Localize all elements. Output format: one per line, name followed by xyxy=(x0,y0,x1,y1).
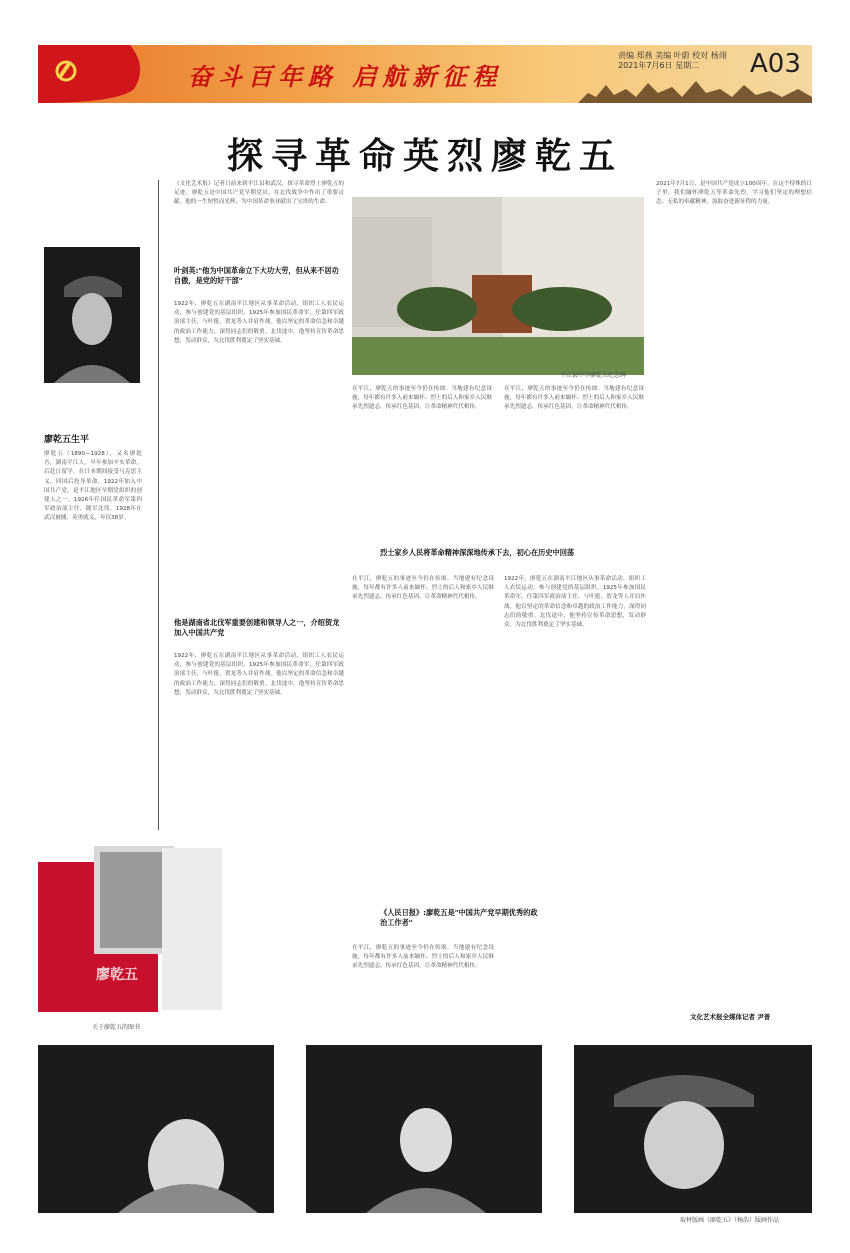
portrait-photo xyxy=(44,247,140,383)
column-divider xyxy=(158,180,159,830)
memorial-photo xyxy=(352,197,644,375)
body-col3-a: 在平江，廖乾五的事迹至今仍在传颂。当地建有纪念设施，每年都有许多人前来缅怀。烈士的后人和家乡人民继承先烈遗志，传承红色基因，让革命精神代代相传。 xyxy=(352,386,492,411)
body-col4: 2021年7月1日，是中国共产党成立100周年。在这个特殊的日子里，我们缅怀廖乾五等革命先烈，学习他们坚定的理想信念、无私的奉献精神，汲取奋进新征程的力量。 xyxy=(656,181,812,206)
headline: 探寻革命英烈廖乾五 xyxy=(226,136,623,177)
subhead-2: 他是湖南省北伐军重要创建和领导人之一，介绍贺龙加入中国共产党 xyxy=(174,618,340,637)
banner-slogan: 奋斗百年路 启航新征程 xyxy=(188,62,503,91)
meta-line-1: 责编 郑燕 美编 叶蔚 校对 杨翊 xyxy=(618,51,727,60)
woodcut-2 xyxy=(306,1045,542,1213)
sidebar-title: 廖乾五生平 xyxy=(44,435,90,445)
body-col3-c: 在平江，廖乾五的事迹至今仍在传颂。当地建有纪念设施，每年都有许多人前来缅怀。烈士的后人和家乡人民继承先烈遗志，传承红色基因，让革命精神代代相传。 xyxy=(352,576,494,601)
body-col3-e: 1922年，廖乾五在湖南平江地区从事革命活动，组织工人农民运动，参与创建党的基层组织。1925年参加国民革命军，任第四军政治部主任，与叶挺、贺龙等人并肩作战。他以坚定的革命信念和卓越的政治工作能力，深得同志们的敬重。北伐途中，他坚持宣传革命思想，发动群众，为北伐胜利奠定了坚实基础。 xyxy=(504,576,646,629)
sidebar-bio: 廖乾五（1890—1928），又名廖乾吾，湖南平江人。早年参加辛亥革命，后赴日留学。在日本期间接受马克思主义。回国后投身革命，1922年加入中国共产党，是平江地区早期党组织的创建人之一。1926年任国民革命军第四军政治部主任，随军北伐。1928年在武汉被捕，英勇就义，年仅38岁。 xyxy=(44,451,142,522)
meta-line-2: 2021年7月6日 星期二 xyxy=(618,61,700,70)
woodcut-1 xyxy=(38,1045,274,1213)
party-flag-icon xyxy=(38,45,148,103)
subhead-4: 《人民日报》:廖乾五是"中国共产党早期优秀的政治工作者" xyxy=(380,908,538,927)
book-caption: 关于廖乾五的图书 xyxy=(92,1024,141,1031)
body-col2-a: 1922年，廖乾五在湖南平江地区从事革命活动，组织工人农民运动，参与创建党的基层组织。1925年参加国民革命军，任第四军政治部主任，与叶挺、贺龙等人并肩作战。他以坚定的革命信念和卓越的政治工作能力，深得同志们的敬重。北伐途中，他坚持宣传革命思想，发动群众，为北伐胜利奠定了坚实基础。 xyxy=(174,301,344,344)
body-col3-b: 在平江，廖乾五的事迹至今仍在传颂。当地建有纪念设施，每年都有许多人前来缅怀。烈士的后人和家乡人民继承先烈遗志，传承红色基因，让革命精神代代相传。 xyxy=(504,386,644,411)
lead-paragraph: 《文化艺术报》记者日前来到平江县和武汉，探寻革命烈士廖乾五的足迹。廖乾五是中国共产党早期党员，在北伐战争中作出了重要贡献。他的一生短暂而光辉，为中国革命事业献出了宝贵的生命。 xyxy=(174,181,344,206)
woodcut-caption: 取材版画《廖乾五》（杨浩）版画作品 xyxy=(680,1217,780,1224)
main-photo-caption: 平江县中学廖乾五纪念碑 xyxy=(560,372,627,379)
page-number: A03 xyxy=(750,49,801,79)
signature: 文化艺术报全媒体记者 尹普 xyxy=(690,1013,771,1021)
subhead-3: 烈士家乡人民将革命精神深深地传承下去，初心在历史中回荡 xyxy=(380,548,575,557)
subhead-1: 叶剑英:"他为中国革命立下大功大劳，但从来不居功自傲，是党的好干部" xyxy=(174,266,339,285)
body-col2-b: 1922年，廖乾五在湖南平江地区从事革命活动，组织工人农民运动，参与创建党的基层组织。1925年参加国民革命军，任第四军政治部主任，与叶挺、贺龙等人并肩作战。他以坚定的革命信念和卓越的政治工作能力，深得同志们的敬重。北伐途中，他坚持宣传革命思想，发动群众，为北伐胜利奠定了坚实基础。 xyxy=(174,653,344,696)
banner-meta xyxy=(618,51,727,71)
woodcut-3 xyxy=(574,1045,812,1213)
book-title: 廖乾五 xyxy=(96,967,138,983)
header-banner xyxy=(38,45,812,103)
book-covers xyxy=(38,842,224,1020)
body-col3-d: 在平江，廖乾五的事迹至今仍在传颂。当地建有纪念设施，每年都有许多人前来缅怀。烈士的后人和家乡人民继承先烈遗志，传承红色基因，让革命精神代代相传。 xyxy=(352,945,494,970)
